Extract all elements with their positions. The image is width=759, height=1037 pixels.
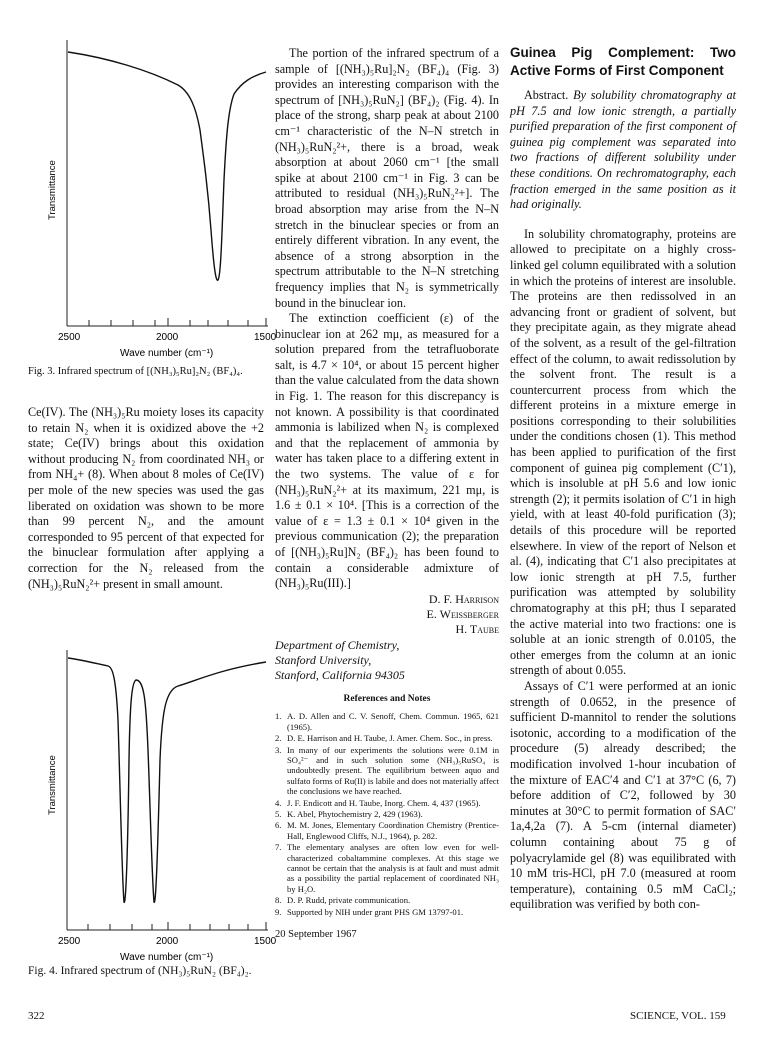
reference-text: K. Abel, Phytochemistry 2, 429 (1963). <box>287 809 423 820</box>
affiliation <box>275 638 499 683</box>
reference-number: 4. <box>275 797 282 808</box>
figure-4-xlabel: Wave number (cm⁻¹) <box>120 952 214 963</box>
reference-item <box>275 842 499 894</box>
figure-4-tick-1500: 1500 <box>254 936 277 947</box>
affiliation-line-1: Department of Chemistry, <box>275 637 400 652</box>
reference-number: 3. <box>275 744 282 755</box>
journal-footer: SCIENCE, VOL. 159 <box>630 1010 726 1022</box>
abstract-label: Abstract. <box>524 88 569 102</box>
reference-text: In many of our experiments the solutions were 0.1M in SO₄²⁻ and in such solution some (NH₃)₅RuSO₄ is undoubtedly present. The equilibrium between aquo and sulfato forms of Ru(II) is labile and does not materially affect the conclusions we have reached. <box>287 744 499 797</box>
reference-number: 5. <box>275 809 282 820</box>
figure-4-caption: Fig. 4. Infrared spectrum of (NH₃)₅RuN₂ (BF₄)₂. <box>28 965 252 977</box>
reference-text: D. E. Harrison and H. Taube, J. Amer. Chem. Soc., in press. <box>287 733 493 744</box>
page-number: 322 <box>28 1010 45 1022</box>
figure-3-tick-2000: 2000 <box>156 332 179 343</box>
reference-text: J. F. Endicott and H. Taube, Inorg. Chem. 4, 437 (1965). <box>287 797 481 808</box>
reference-number: 9. <box>275 906 282 917</box>
reference-item <box>275 895 499 905</box>
figure-3-ylabel: Transmittance <box>47 160 58 220</box>
middle-column <box>275 46 499 943</box>
figure-4-tick-2000: 2000 <box>156 936 179 947</box>
reference-number: 8. <box>275 895 282 906</box>
figure-4-plot <box>28 640 278 980</box>
reference-number: 7. <box>275 842 282 853</box>
left-column-text: Ce(IV). The (NH₃)₅Ru moiety loses its capacity to retain N₂ when it is oxidized above the +2 state; Ce(IV) brings about this oxidation without producing N₂ from coordinated NH₃ or from NH₄+ (8). When about 8 moles of Ce(IV) per mole of the new species was used the gas liberated on oxidation was shown to be more than 99 percent N₂, and the amount corresponded to 95 percent of that expected for the binuclear formulation after applying a correction for the N₂ released from the (NH₃)₅RuN₂²+ present in small amount. <box>28 405 264 591</box>
affiliation-line-3: Stanford, California 94305 <box>275 667 405 682</box>
reference-number: 6. <box>275 820 282 831</box>
figure-3-tick-1500: 1500 <box>254 332 277 343</box>
figure-3-tick-2500: 2500 <box>58 332 81 343</box>
figure-3-caption: Fig. 3. Infrared spectrum of [(NH₃)₅Ru]₂N₂ (BF₄)₄. <box>28 366 243 377</box>
date-received: 20 September 1967 <box>275 929 357 941</box>
reference-text: Supported by NIH under grant PHS GM 13797-01. <box>287 906 464 917</box>
figure-3-plot <box>28 30 278 370</box>
reference-item <box>275 907 499 917</box>
figure-3-spectrum <box>68 52 266 280</box>
figure-3 <box>28 30 278 370</box>
reference-number: 1. <box>275 711 282 722</box>
figure-4-spectrum <box>68 658 266 902</box>
reference-item <box>275 733 499 743</box>
reference-number: 2. <box>275 733 282 744</box>
author-2: E. Weissberger <box>426 606 499 621</box>
author-list <box>275 592 499 637</box>
reference-text: The elementary analyses are often low even for well-characterized cobaltammine complexes. At this stage we cannot be certain that the analysis is at fault and must admit as a possibility the partial replacement of coordinated NH₃ by H₂O. <box>287 842 499 894</box>
reference-text: D. P. Rudd, private communication. <box>287 895 411 906</box>
author-3: H. Taube <box>455 621 499 636</box>
right-paragraph-2: Assays of C′1 were performed at an ionic strength of 0.0652, in the presence of sufficient D-mannitol to render the solutions isotonic, according to a modification of the procedure (5) already described; the modification involved 1-hour incubation of the mixture of EAC′4 and C′1 at 37°C (6, 7) before addition of C′2, followed by 30 minutes at 30°C to permit formation of SAC′ 1a,4,2a (7). A 5-cm (internal diameter) column containing about 75 g of polyacrylamide gel (8) was equilibrated with 10 mM tris-HCl, pH 7.0 (measured at room temperature), containing 0.5 mM CaCl₂; equilibration was verified by both con- <box>510 678 736 912</box>
reference-item <box>275 809 499 819</box>
article-title: Guinea Pig Complement: Two Active Forms of First Component <box>510 45 736 78</box>
abstract-text: By solubility chromatography at pH 7.5 and low ionic strength, a partially purified preparation of the first component of guinea pig complement was separated into two fractions of different solubility under these conditions. On rechromatography, each fraction emerged in the same position as it had originally. <box>510 88 736 212</box>
reference-text: A. D. Allen and C. V. Senoff, Chem. Commun. 1965, 621 (1965). <box>287 711 499 732</box>
figure-4 <box>28 640 278 980</box>
middle-paragraph-2: The extinction coefficient (ε) of the binuclear ion at 262 mμ, as measured for a solution prepared from the tetrafluoborate salt, is 4.7 × 10⁴, or about 15 percent higher than the value calculated from the data shown in Fig. 1. The reason for this discrepancy is not known. A possibility is that coordinated ammonia is labilized when N₂ is complexed and that the replacement of ammonia by water has taken place to a differing extent in the two systems. The value of ε for (NH₃)₅RuN₂²+ at its maximum, 221 mμ, is 1.6 ± 0.1 × 10⁴. [This is a correction of the value of ε = 1.3 ± 0.1 × 10⁴ given in the previous communication (2); the preparation of [(NH₃)₅Ru]N₂ (BF₄)₂ has been found to contain a considerable admixture of (NH₃)₅Ru(III).] <box>275 311 499 591</box>
figure-3-xlabel: Wave number (cm⁻¹) <box>120 348 214 359</box>
references-heading: References and Notes <box>343 693 431 704</box>
reference-text: M. M. Jones, Elementary Coordination Chemistry (Prentice-Hall, Englewood Cliffs, N.J., 1964), p. 282. <box>287 820 499 841</box>
reference-item <box>275 711 499 732</box>
references-list <box>275 711 499 917</box>
reference-item <box>275 798 499 808</box>
reference-item <box>275 820 499 841</box>
author-1: D. F. Harrison <box>428 591 499 606</box>
reference-item <box>275 745 499 797</box>
figure-4-ylabel: Transmittance <box>47 755 58 815</box>
middle-paragraph-1: The portion of the infrared spectrum of a sample of [(NH₃)₅Ru]₂N₂ (BF₄)₄ (Fig. 3) provides an interesting comparison with the spectrum of [NH₃)₅RuN₂] (BF₄)₂ (Fig. 4). In place of the strong, sharp peak at about 2100 cm⁻¹ characteristic of the N–N stretch in (NH₃)₅RuN₂²+, there is a broad, weak absorption at about 2060 cm⁻¹ [the small spike at about 2100 cm⁻¹ in Fig. 3 can be attributed to residual (NH₃)₅RuN₂²+]. The broad absorption may arise from the N–N stretch in the binuclear species or from an entirely different vibration. In any event, the absence of a strong absorption in the spectrum attributable to the N–N stretching frequency implies that N₂ is symmetrically bound in the binuclear ion. <box>275 46 499 310</box>
figure-4-tick-2500: 2500 <box>58 936 81 947</box>
right-paragraph-1: In solubility chromatography, proteins are allowed to precipitate on a highly cross-linked gel column equilibrated with a solution in which the proteins of interest are insoluble. The proteins are then redissolved in an advancing front or gradient of solvent, but they precipitate again, as they migrate ahead of the solvent, as a result of the gel-filtration effect of the column, to await redissolution by the solvent front. The result is a countercurrent process from which the different proteins in a mixture emerge in positions corresponding to their solubilities under the conditions chosen (1). This method has been applied to purification of the first component of guinea pig complement (C′1), which is insoluble at pH 5.6 and low ionic strength (2); it permits isolation of C′1 in high yield, with at least 40-fold purification (3); details of this procedure will be reported elsewhere. In view of the report of Nelson et al. (4), indicating that C′1 also precipitates at low ionic strength at pH 7.5, further purification was attempted by solubility chromatography at this pH; thus I separated the active material into two fractions: one is soluble at an ionic strength of 0.0105, the other emerges from the column at an ionic strength of about 0.055. <box>510 226 736 678</box>
affiliation-line-2: Stanford University, <box>275 652 372 667</box>
abstract <box>510 88 736 213</box>
right-column <box>510 44 736 913</box>
